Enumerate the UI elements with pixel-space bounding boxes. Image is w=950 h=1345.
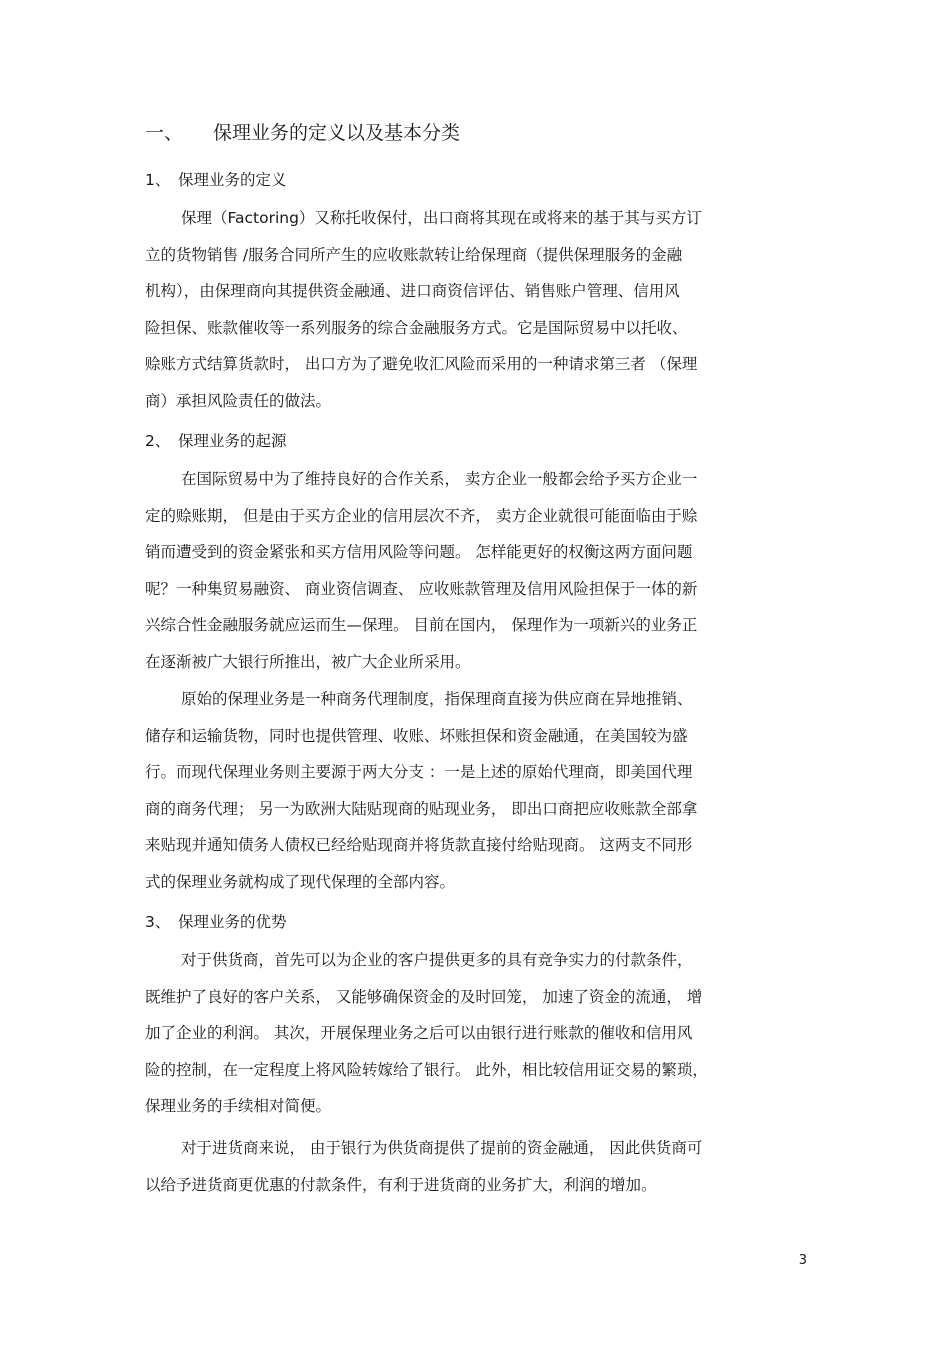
paragraph-line: 商的商务代理； 另一为欧洲大陆贴现商的贴现业务， 即出口商把应收账款全部拿 [145,799,698,818]
paragraph-line: 定的赊账期， 但是由于买方企业的信用层次不齐， 卖方企业就很可能面临由于赊 [145,506,698,525]
paragraph-line: 加了企业的利润。 其次，开展保理业务之后可以由银行进行账款的催收和信用风 [145,1024,693,1043]
paragraph-line: 销而遭受到的资金紧张和买方信用风险等问题。 怎样能更好的权衡这两方面问题 [145,543,693,562]
section-heading-2 [145,429,287,453]
paragraph-origin-2 [145,681,809,901]
paragraph-line: 对于供货商，首先可以为企业的客户提供更多的具有竞争实力的付款条件， [181,951,693,969]
paragraph-line: 既维护了良好的客户关系， 又能够确保资金的及时回笼， 加速了资金的流通， 增 [145,987,703,1006]
paragraph-line: 保理（Factoring）又称托收保付，出口商将其现在或将来的基于其与买方订 [181,209,702,227]
paragraph-line: 在国际贸易中为了维持良好的合作关系， 卖方企业一般都会给予买方企业一 [181,470,698,488]
paragraph-line: 来贴现并通知债务人债权已经给贴现商并将货款直接付给贴现商。 这两支不同形 [145,836,693,855]
paragraph-line: 立的货物销售 /服务合同所产生的应收账款转让给保理商（提供保理服务的金融 [145,245,683,264]
paragraph-line: 储存和运输货物，同时也提供管理、收账、坏账担保和资金融通，在美国较为盛 [145,726,688,745]
section-heading-1 [145,168,287,192]
section-title: 保理业务的优势 [178,913,287,931]
section-number: 1、 [145,171,171,189]
chapter-number: 一、 [145,122,184,144]
paragraph-line: 商）承担风险责任的做法。 [145,391,332,410]
paragraph-line: 以给予进货商更优惠的付款条件，有利于进货商的业务扩大，利润的增加。 [145,1175,657,1194]
section-title: 保理业务的定义 [178,171,287,189]
page-number: 3 [798,1253,807,1268]
paragraph-line: 险的控制，在一定程度上将风险转嫁给了银行。 此外，相比较信用证交易的繁琐， [145,1060,708,1079]
paragraph-line: 兴综合性金融服务就应运而生—保理。 目前在国内， 保理作为一项新兴的业务正 [145,616,698,635]
paragraph-line: 对于进货商来说， 由于银行为供货商提供了提前的资金融通， 因此供货商可 [181,1139,703,1157]
section-heading-3 [145,910,287,934]
paragraph-advantage-1 [145,942,809,1125]
paragraph-origin-1 [145,461,809,681]
section-number: 2、 [145,432,171,450]
paragraph-line: 保理业务的手续相对简便。 [145,1097,332,1116]
chapter-title: 保理业务的定义以及基本分类 [213,122,461,144]
paragraph-advantage-2 [145,1130,809,1203]
section-number: 3、 [145,913,171,931]
paragraph-line: 险担保、账款催收等一系列服务的综合金融服务方式。它是国际贸易中以托收、 [145,318,688,337]
paragraph-line: 式的保理业务就构成了现代保理的全部内容。 [145,872,456,891]
paragraph-line: 赊账方式结算货款时， 出口方为了避免收汇风险而采用的一种请求第三者 （保理 [145,355,698,374]
paragraph-line: 机构），由保理商向其提供资金融通、进口商资信评估、销售账户管理、信用风 [145,282,680,301]
chapter-heading [145,118,460,148]
paragraph-line: 呢？一种集贸易融资、 商业资信调查、 应收账款管理及信用风险担保于一体的新 [145,579,698,598]
paragraph-line: 原始的保理业务是一种商务代理制度，指保理商直接为供应商在异地推销、 [181,690,693,708]
section-title: 保理业务的起源 [178,432,287,450]
paragraph-line: 在逐渐被广大银行所推出，被广大企业所采用。 [145,652,471,671]
paragraph-line: 行。而现代保理业务则主要源于两大分支 ：一是上述的原始代理商，即美国代理 [145,763,693,782]
paragraph-definition [145,200,809,420]
